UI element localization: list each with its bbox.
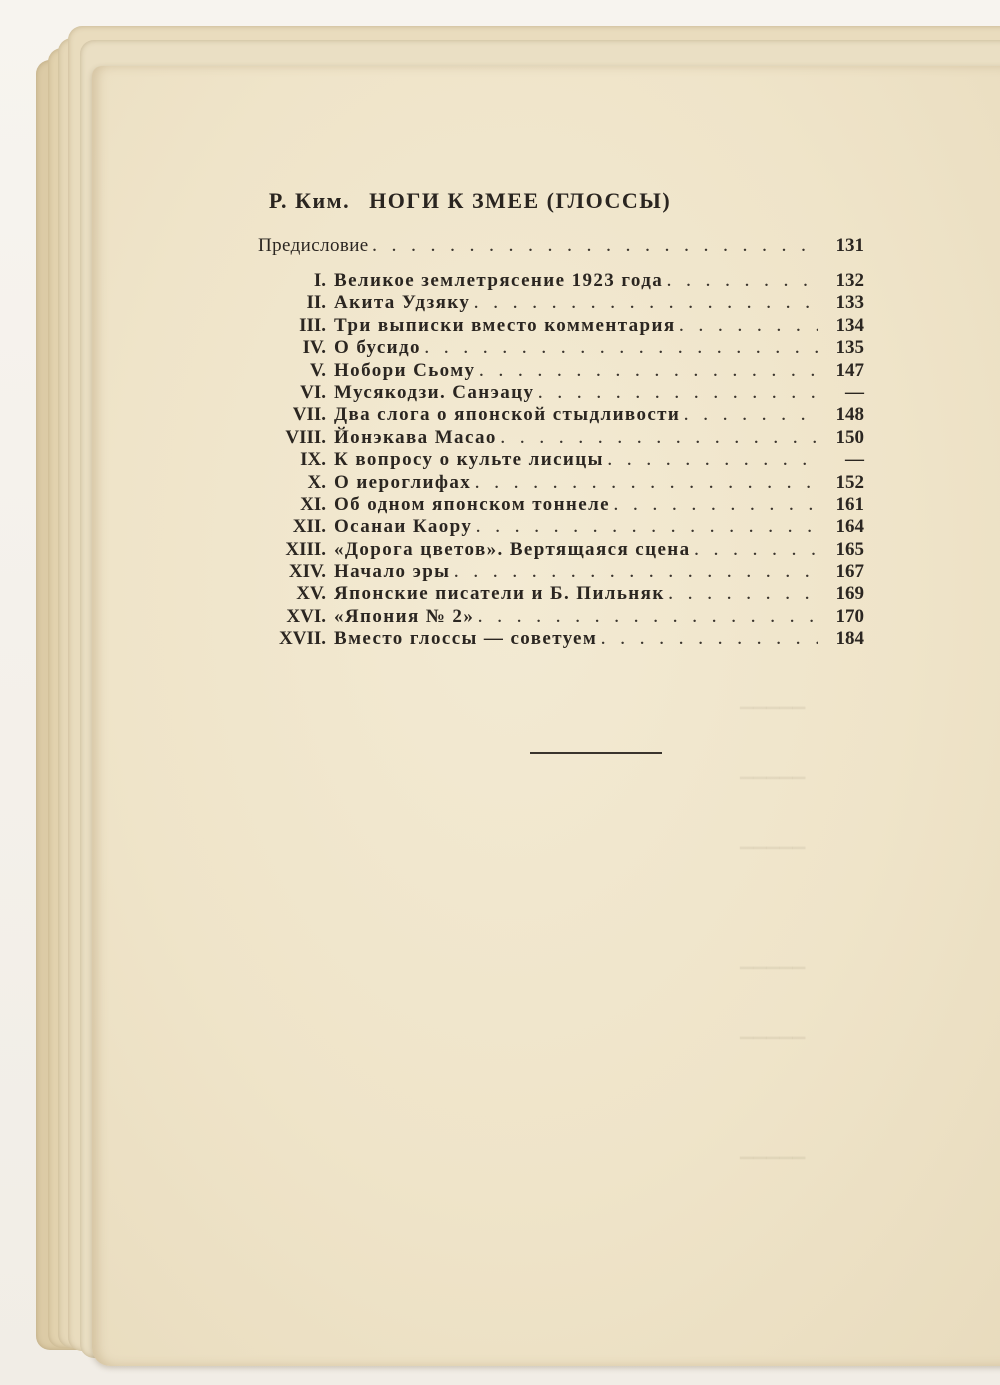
toc-roman-numeral: VII. [292, 404, 326, 426]
toc-page-number: 133 [835, 292, 864, 314]
dot-leader [680, 316, 818, 338]
toc-entry-title: Акита Удзяку [334, 292, 471, 314]
toc-entry-title: «Япония № 2» [334, 605, 475, 627]
dot-leader [695, 540, 818, 562]
toc-row [258, 449, 864, 471]
dot-leader [373, 227, 818, 267]
toc-page-number: 131 [835, 235, 864, 256]
toc-page-number: 165 [835, 538, 864, 560]
bleed-through-mark: ▁▁▁▁▁ [740, 760, 806, 779]
toc-roman-numeral: VI. [300, 381, 326, 403]
toc-roman-numeral: I. [313, 270, 326, 291]
toc-page-number: 150 [835, 426, 864, 448]
bleed-through-mark: ▁▁▁▁▁ [740, 1140, 806, 1159]
section-heading [200, 188, 740, 214]
toc-page-number: — [845, 449, 864, 471]
toc-row [258, 292, 864, 314]
heading-author: Р. Ким. [268, 188, 351, 213]
toc-page-number: 161 [835, 493, 864, 515]
toc-entry-title: Три выписки вместо комментария [334, 314, 676, 336]
toc-page-number: — [845, 381, 864, 403]
toc-roman-numeral: III. [299, 314, 326, 336]
dot-leader [667, 271, 818, 293]
toc-row [258, 583, 864, 605]
toc-row [258, 561, 864, 583]
toc-entry-title: Вместо глоссы — советуем [334, 628, 598, 650]
toc-page-number: 147 [835, 359, 864, 381]
toc-roman-numeral: VIII. [285, 426, 326, 448]
dot-leader [425, 338, 818, 360]
toc-entry-title: Об одном японском тоннеле [334, 493, 611, 515]
toc-roman-numeral: IX. [300, 449, 326, 471]
bleed-through-mark: ▁▁▁▁▁ [740, 1020, 806, 1039]
toc-roman-numeral: XIV. [288, 561, 326, 583]
bleed-through-mark: ▁▁▁▁▁ [740, 830, 806, 849]
dot-leader [479, 361, 818, 383]
toc-entry-title: Предисловие [258, 235, 369, 256]
dot-leader [601, 629, 818, 651]
toc-page-number: 167 [835, 561, 864, 583]
dot-leader [454, 562, 818, 584]
toc-entry-title: Великое землетрясение 1923 года [334, 270, 664, 291]
toc-row [258, 606, 864, 628]
dot-leader [614, 495, 818, 517]
toc-entry-title: О иероглифах [334, 471, 472, 493]
toc-page-number: 169 [835, 583, 864, 605]
bleed-through-mark: ▁▁▁▁▁ [740, 950, 806, 969]
toc-row [258, 404, 864, 426]
table-of-contents [258, 226, 864, 651]
toc-preface-row [258, 226, 864, 266]
toc-row [258, 539, 864, 561]
toc-roman-numeral: XVII. [279, 628, 326, 650]
dot-leader [684, 405, 818, 427]
dot-leader [669, 584, 818, 606]
toc-page-number: 164 [835, 516, 864, 538]
toc-row [258, 516, 864, 538]
toc-roman-numeral: XI. [300, 493, 326, 515]
toc-entry-title: Мусякодзи. Санэацу [334, 381, 535, 403]
dot-leader [608, 450, 818, 472]
toc-roman-numeral: II. [306, 292, 326, 314]
toc-page-number: 132 [835, 270, 864, 291]
dot-leader [475, 473, 818, 495]
toc-page-number: 184 [835, 628, 864, 650]
toc-entry-title: О бусидо [334, 337, 421, 359]
toc-row [258, 270, 864, 292]
toc-row [258, 315, 864, 337]
toc-roman-numeral: IV. [302, 337, 326, 359]
toc-page-number: 152 [835, 471, 864, 493]
toc-entry-title: «Дорога цветов». Вертящаяся сцена [334, 538, 691, 560]
toc-row [258, 628, 864, 650]
toc-entry-title: Японские писатели и Б. Пильняк [334, 583, 665, 605]
toc-roman-numeral: XIII. [285, 538, 326, 560]
section-end-rule [530, 752, 662, 754]
toc-row [258, 494, 864, 516]
toc-row [258, 382, 864, 404]
toc-roman-numeral: XV. [296, 583, 326, 605]
toc-entry-title: Нобори Сьому [334, 359, 476, 381]
toc-row [258, 427, 864, 449]
toc-entry-title: Йонэкава Масао [334, 426, 497, 448]
dot-leader [476, 517, 818, 539]
dot-leader [478, 607, 818, 629]
dot-leader [501, 428, 818, 450]
toc-page-number: 148 [835, 404, 864, 426]
toc-roman-numeral: X. [307, 471, 326, 493]
dot-leader [474, 293, 818, 315]
heading-title: НОГИ К ЗМЕЕ (ГЛОССЫ) [369, 188, 672, 213]
toc-page-number: 170 [835, 605, 864, 627]
toc-entry-title: Осанаи Каору [334, 516, 473, 538]
toc-page-number: 134 [835, 314, 864, 336]
bleed-through-mark: ▁▁▁▁▁ [740, 690, 806, 709]
dot-leader [538, 383, 818, 405]
toc-roman-numeral: XII. [292, 516, 326, 538]
toc-entry-title: К вопросу о культе лисицы [334, 449, 604, 471]
toc-row [258, 337, 864, 359]
toc-row [258, 360, 864, 382]
toc-entry-title: Два слога о японской стыдливости [334, 404, 681, 426]
toc-roman-numeral: XVI. [286, 605, 326, 627]
toc-roman-numeral: V. [309, 359, 326, 381]
toc-row [258, 472, 864, 494]
toc-entry-title: Начало эры [334, 561, 451, 583]
toc-page-number: 135 [835, 337, 864, 359]
